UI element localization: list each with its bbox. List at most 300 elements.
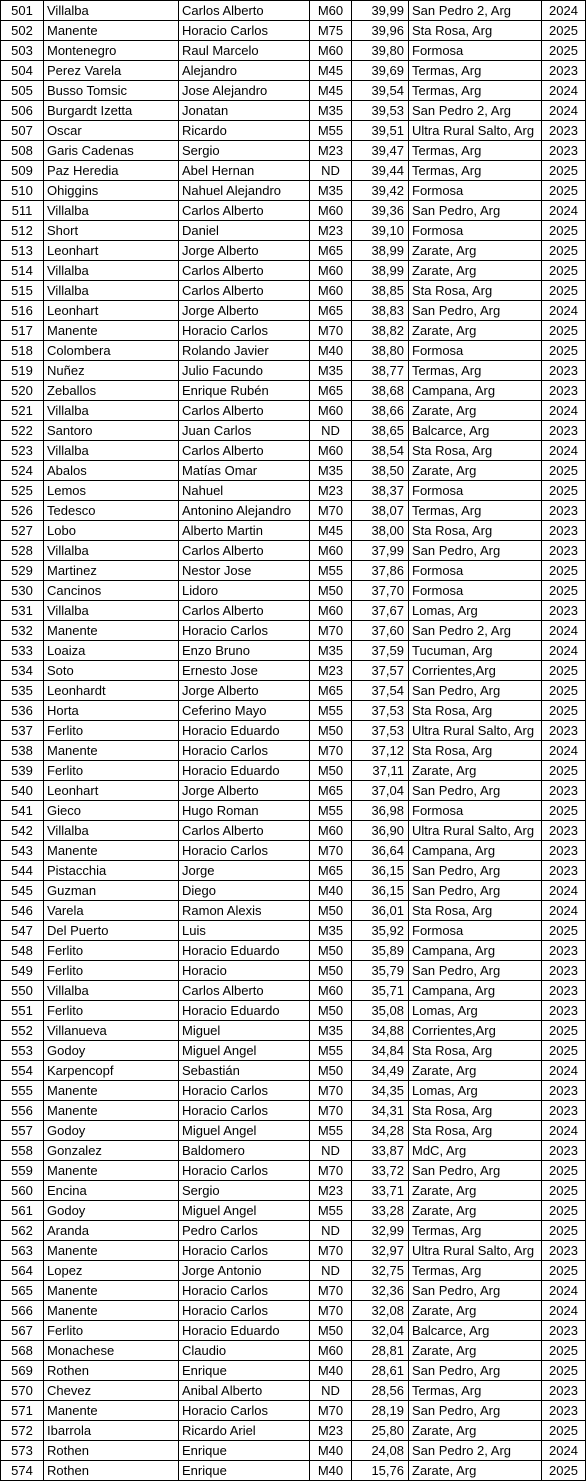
- rank-cell: 506: [1, 101, 44, 121]
- location-cell: Zarate, Arg: [409, 1061, 542, 1081]
- location-cell: Campana, Arg: [409, 941, 542, 961]
- given-name-cell: Carlos Alberto: [179, 1, 310, 21]
- location-cell: Sta Rosa, Arg: [409, 1041, 542, 1061]
- table-row: [1, 481, 586, 501]
- table-row: [1, 1341, 586, 1361]
- location-cell: San Pedro, Arg: [409, 1361, 542, 1381]
- value-cell: 28,19: [352, 1401, 409, 1421]
- given-name-cell: Carlos Alberto: [179, 401, 310, 421]
- category-cell: M70: [310, 1301, 352, 1321]
- value-cell: 36,01: [352, 901, 409, 921]
- value-cell: 39,80: [352, 41, 409, 61]
- table-row: [1, 201, 586, 221]
- category-cell: M23: [310, 141, 352, 161]
- given-name-cell: Miguel Angel: [179, 1041, 310, 1061]
- category-cell: M60: [310, 601, 352, 621]
- location-cell: Termas, Arg: [409, 1381, 542, 1401]
- rank-cell: 548: [1, 941, 44, 961]
- table-row: [1, 701, 586, 721]
- rank-cell: 540: [1, 781, 44, 801]
- year-cell: 2023: [542, 861, 586, 881]
- rank-cell: 570: [1, 1381, 44, 1401]
- value-cell: 36,98: [352, 801, 409, 821]
- given-name-cell: Horacio Carlos: [179, 1401, 310, 1421]
- rank-cell: 563: [1, 1241, 44, 1261]
- value-cell: 37,86: [352, 561, 409, 581]
- location-cell: Formosa: [409, 561, 542, 581]
- year-cell: 2025: [542, 681, 586, 701]
- table-row: [1, 441, 586, 461]
- rank-cell: 545: [1, 881, 44, 901]
- surname-cell: Manente: [44, 1161, 179, 1181]
- given-name-cell: Matías Omar: [179, 461, 310, 481]
- given-name-cell: Jorge Alberto: [179, 681, 310, 701]
- table-row: [1, 981, 586, 1001]
- table-row: [1, 1261, 586, 1281]
- location-cell: Termas, Arg: [409, 81, 542, 101]
- location-cell: San Pedro 2, Arg: [409, 621, 542, 641]
- category-cell: M50: [310, 1061, 352, 1081]
- rank-cell: 553: [1, 1041, 44, 1061]
- given-name-cell: Sergio: [179, 1181, 310, 1201]
- category-cell: M60: [310, 1341, 352, 1361]
- category-cell: M60: [310, 541, 352, 561]
- category-cell: M40: [310, 881, 352, 901]
- location-cell: Sta Rosa, Arg: [409, 441, 542, 461]
- value-cell: 36,64: [352, 841, 409, 861]
- rank-cell: 552: [1, 1021, 44, 1041]
- given-name-cell: Carlos Alberto: [179, 261, 310, 281]
- category-cell: M50: [310, 721, 352, 741]
- value-cell: 37,59: [352, 641, 409, 661]
- year-cell: 2023: [542, 981, 586, 1001]
- location-cell: Lomas, Arg: [409, 601, 542, 621]
- surname-cell: Manente: [44, 321, 179, 341]
- given-name-cell: Horacio Carlos: [179, 1161, 310, 1181]
- location-cell: Formosa: [409, 481, 542, 501]
- surname-cell: Manente: [44, 621, 179, 641]
- given-name-cell: Lidoro: [179, 581, 310, 601]
- given-name-cell: Horacio Carlos: [179, 621, 310, 641]
- year-cell: 2025: [542, 761, 586, 781]
- surname-cell: Ferlito: [44, 961, 179, 981]
- category-cell: M45: [310, 81, 352, 101]
- value-cell: 15,76: [352, 1461, 409, 1481]
- location-cell: Balcarce, Arg: [409, 421, 542, 441]
- value-cell: 37,54: [352, 681, 409, 701]
- table-row: [1, 581, 586, 601]
- rank-cell: 516: [1, 301, 44, 321]
- year-cell: 2023: [542, 61, 586, 81]
- category-cell: M70: [310, 1281, 352, 1301]
- surname-cell: Manente: [44, 1401, 179, 1421]
- given-name-cell: Daniel: [179, 221, 310, 241]
- year-cell: 2023: [542, 1001, 586, 1021]
- year-cell: 2025: [542, 1201, 586, 1221]
- rank-cell: 561: [1, 1201, 44, 1221]
- category-cell: ND: [310, 161, 352, 181]
- value-cell: 37,67: [352, 601, 409, 621]
- given-name-cell: Alberto Martin: [179, 521, 310, 541]
- category-cell: M50: [310, 761, 352, 781]
- value-cell: 39,10: [352, 221, 409, 241]
- rank-cell: 557: [1, 1121, 44, 1141]
- value-cell: 39,54: [352, 81, 409, 101]
- table-row: [1, 1161, 586, 1181]
- category-cell: M70: [310, 841, 352, 861]
- rank-cell: 551: [1, 1001, 44, 1021]
- year-cell: 2023: [542, 521, 586, 541]
- category-cell: M35: [310, 1021, 352, 1041]
- location-cell: Zarate, Arg: [409, 321, 542, 341]
- surname-cell: Rothen: [44, 1441, 179, 1461]
- value-cell: 39,96: [352, 21, 409, 41]
- category-cell: M55: [310, 561, 352, 581]
- surname-cell: Godoy: [44, 1201, 179, 1221]
- value-cell: 35,89: [352, 941, 409, 961]
- table-row: [1, 1241, 586, 1261]
- location-cell: Sta Rosa, Arg: [409, 901, 542, 921]
- category-cell: M50: [310, 1321, 352, 1341]
- given-name-cell: Horacio Carlos: [179, 1281, 310, 1301]
- given-name-cell: Horacio Carlos: [179, 1241, 310, 1261]
- surname-cell: Villalba: [44, 261, 179, 281]
- category-cell: M65: [310, 861, 352, 881]
- surname-cell: Varela: [44, 901, 179, 921]
- year-cell: 2023: [542, 821, 586, 841]
- rank-cell: 524: [1, 461, 44, 481]
- rank-cell: 502: [1, 21, 44, 41]
- value-cell: 38,82: [352, 321, 409, 341]
- given-name-cell: Nahuel: [179, 481, 310, 501]
- rank-cell: 505: [1, 81, 44, 101]
- rank-cell: 533: [1, 641, 44, 661]
- given-name-cell: Antonino Alejandro: [179, 501, 310, 521]
- value-cell: 38,54: [352, 441, 409, 461]
- location-cell: San Pedro, Arg: [409, 201, 542, 221]
- rank-cell: 573: [1, 1441, 44, 1461]
- value-cell: 33,72: [352, 1161, 409, 1181]
- given-name-cell: Horacio Eduardo: [179, 761, 310, 781]
- year-cell: 2025: [542, 221, 586, 241]
- rank-cell: 523: [1, 441, 44, 461]
- given-name-cell: Carlos Alberto: [179, 601, 310, 621]
- year-cell: 2023: [542, 381, 586, 401]
- location-cell: San Pedro, Arg: [409, 681, 542, 701]
- category-cell: M50: [310, 1001, 352, 1021]
- value-cell: 38,50: [352, 461, 409, 481]
- rank-cell: 556: [1, 1101, 44, 1121]
- category-cell: M60: [310, 821, 352, 841]
- location-cell: Sta Rosa, Arg: [409, 521, 542, 541]
- category-cell: M65: [310, 241, 352, 261]
- location-cell: Zarate, Arg: [409, 261, 542, 281]
- surname-cell: Godoy: [44, 1121, 179, 1141]
- category-cell: M70: [310, 1081, 352, 1101]
- value-cell: 38,37: [352, 481, 409, 501]
- given-name-cell: Jorge Alberto: [179, 241, 310, 261]
- rank-cell: 518: [1, 341, 44, 361]
- location-cell: Termas, Arg: [409, 1261, 542, 1281]
- rank-cell: 560: [1, 1181, 44, 1201]
- value-cell: 28,81: [352, 1341, 409, 1361]
- year-cell: 2025: [542, 561, 586, 581]
- value-cell: 34,28: [352, 1121, 409, 1141]
- value-cell: 34,31: [352, 1101, 409, 1121]
- table-row: [1, 561, 586, 581]
- value-cell: 39,99: [352, 1, 409, 21]
- year-cell: 2023: [542, 501, 586, 521]
- surname-cell: Garis Cadenas: [44, 141, 179, 161]
- year-cell: 2023: [542, 421, 586, 441]
- rank-cell: 567: [1, 1321, 44, 1341]
- category-cell: M70: [310, 741, 352, 761]
- year-cell: 2024: [542, 1441, 586, 1461]
- year-cell: 2024: [542, 101, 586, 121]
- category-cell: ND: [310, 1141, 352, 1161]
- value-cell: 38,65: [352, 421, 409, 441]
- surname-cell: Villalba: [44, 541, 179, 561]
- category-cell: M35: [310, 181, 352, 201]
- location-cell: Zarate, Arg: [409, 1461, 542, 1481]
- given-name-cell: Horacio: [179, 961, 310, 981]
- surname-cell: Manente: [44, 1241, 179, 1261]
- value-cell: 39,47: [352, 141, 409, 161]
- table-row: [1, 301, 586, 321]
- year-cell: 2025: [542, 1421, 586, 1441]
- value-cell: 25,80: [352, 1421, 409, 1441]
- given-name-cell: Ramon Alexis: [179, 901, 310, 921]
- given-name-cell: Rolando Javier: [179, 341, 310, 361]
- location-cell: Campana, Arg: [409, 841, 542, 861]
- value-cell: 32,08: [352, 1301, 409, 1321]
- rank-cell: 539: [1, 761, 44, 781]
- value-cell: 37,04: [352, 781, 409, 801]
- table-row: [1, 421, 586, 441]
- table-row: [1, 321, 586, 341]
- value-cell: 32,75: [352, 1261, 409, 1281]
- surname-cell: Manente: [44, 741, 179, 761]
- location-cell: Corrientes,Arg: [409, 1021, 542, 1041]
- location-cell: Formosa: [409, 801, 542, 821]
- given-name-cell: Horacio Eduardo: [179, 941, 310, 961]
- value-cell: 37,12: [352, 741, 409, 761]
- year-cell: 2024: [542, 301, 586, 321]
- surname-cell: Villalba: [44, 601, 179, 621]
- year-cell: 2023: [542, 1101, 586, 1121]
- value-cell: 34,84: [352, 1041, 409, 1061]
- value-cell: 36,15: [352, 881, 409, 901]
- location-cell: Zarate, Arg: [409, 1201, 542, 1221]
- surname-cell: Horta: [44, 701, 179, 721]
- category-cell: M60: [310, 981, 352, 1001]
- surname-cell: Villalba: [44, 981, 179, 1001]
- year-cell: 2025: [542, 701, 586, 721]
- category-cell: M55: [310, 121, 352, 141]
- given-name-cell: Jose Alejandro: [179, 81, 310, 101]
- rank-cell: 527: [1, 521, 44, 541]
- value-cell: 34,88: [352, 1021, 409, 1041]
- rank-cell: 522: [1, 421, 44, 441]
- category-cell: M60: [310, 261, 352, 281]
- table-row: [1, 161, 586, 181]
- value-cell: 32,99: [352, 1221, 409, 1241]
- year-cell: 2024: [542, 201, 586, 221]
- location-cell: Formosa: [409, 221, 542, 241]
- value-cell: 32,36: [352, 1281, 409, 1301]
- rank-cell: 546: [1, 901, 44, 921]
- rank-cell: 547: [1, 921, 44, 941]
- category-cell: M70: [310, 1161, 352, 1181]
- surname-cell: Loaiza: [44, 641, 179, 661]
- location-cell: Formosa: [409, 581, 542, 601]
- surname-cell: Manente: [44, 1281, 179, 1301]
- value-cell: 37,11: [352, 761, 409, 781]
- table-row: [1, 801, 586, 821]
- rank-cell: 504: [1, 61, 44, 81]
- surname-cell: Ferlito: [44, 721, 179, 741]
- rank-cell: 544: [1, 861, 44, 881]
- value-cell: 35,71: [352, 981, 409, 1001]
- given-name-cell: Sebastián: [179, 1061, 310, 1081]
- category-cell: M35: [310, 361, 352, 381]
- table-row: [1, 1461, 586, 1481]
- surname-cell: Leonhart: [44, 241, 179, 261]
- surname-cell: Leonhardt: [44, 681, 179, 701]
- category-cell: M35: [310, 101, 352, 121]
- year-cell: 2023: [542, 361, 586, 381]
- given-name-cell: Miguel: [179, 1021, 310, 1041]
- surname-cell: Lopez: [44, 1261, 179, 1281]
- table-row: [1, 521, 586, 541]
- value-cell: 35,92: [352, 921, 409, 941]
- year-cell: 2023: [542, 1241, 586, 1261]
- location-cell: Termas, Arg: [409, 501, 542, 521]
- given-name-cell: Claudio: [179, 1341, 310, 1361]
- table-row: [1, 221, 586, 241]
- table-row: [1, 1101, 586, 1121]
- year-cell: 2025: [542, 1261, 586, 1281]
- table-row: [1, 781, 586, 801]
- given-name-cell: Raul Marcelo: [179, 41, 310, 61]
- rank-cell: 513: [1, 241, 44, 261]
- location-cell: San Pedro, Arg: [409, 1161, 542, 1181]
- value-cell: 38,99: [352, 241, 409, 261]
- year-cell: 2024: [542, 81, 586, 101]
- location-cell: Formosa: [409, 41, 542, 61]
- table-row: [1, 861, 586, 881]
- surname-cell: Godoy: [44, 1041, 179, 1061]
- rank-cell: 559: [1, 1161, 44, 1181]
- rank-cell: 549: [1, 961, 44, 981]
- value-cell: 33,28: [352, 1201, 409, 1221]
- given-name-cell: Carlos Alberto: [179, 441, 310, 461]
- value-cell: 38,07: [352, 501, 409, 521]
- given-name-cell: Ernesto Jose: [179, 661, 310, 681]
- table-row: [1, 1081, 586, 1101]
- table-row: [1, 601, 586, 621]
- year-cell: 2023: [542, 961, 586, 981]
- given-name-cell: Nahuel Alejandro: [179, 181, 310, 201]
- location-cell: Zarate, Arg: [409, 401, 542, 421]
- year-cell: 2025: [542, 1161, 586, 1181]
- category-cell: M70: [310, 1241, 352, 1261]
- category-cell: M35: [310, 641, 352, 661]
- table-row: [1, 1281, 586, 1301]
- location-cell: Formosa: [409, 181, 542, 201]
- table-row: [1, 621, 586, 641]
- year-cell: 2023: [542, 1381, 586, 1401]
- category-cell: M65: [310, 301, 352, 321]
- location-cell: Ultra Rural Salto, Arg: [409, 821, 542, 841]
- surname-cell: Ohiggins: [44, 181, 179, 201]
- table-row: [1, 681, 586, 701]
- table-row: [1, 901, 586, 921]
- surname-cell: Rothen: [44, 1461, 179, 1481]
- location-cell: Ultra Rural Salto, Arg: [409, 121, 542, 141]
- given-name-cell: Horacio Eduardo: [179, 1001, 310, 1021]
- rank-cell: 572: [1, 1421, 44, 1441]
- rank-cell: 562: [1, 1221, 44, 1241]
- rank-cell: 534: [1, 661, 44, 681]
- table-row: [1, 461, 586, 481]
- location-cell: Sta Rosa, Arg: [409, 281, 542, 301]
- rank-cell: 541: [1, 801, 44, 821]
- value-cell: 32,04: [352, 1321, 409, 1341]
- table-row: [1, 1401, 586, 1421]
- year-cell: 2025: [542, 1361, 586, 1381]
- category-cell: M70: [310, 1101, 352, 1121]
- category-cell: M65: [310, 781, 352, 801]
- rank-cell: 558: [1, 1141, 44, 1161]
- year-cell: 2024: [542, 641, 586, 661]
- year-cell: 2025: [542, 341, 586, 361]
- surname-cell: Martinez: [44, 561, 179, 581]
- category-cell: ND: [310, 1261, 352, 1281]
- value-cell: 36,15: [352, 861, 409, 881]
- given-name-cell: Pedro Carlos: [179, 1221, 310, 1241]
- location-cell: San Pedro, Arg: [409, 961, 542, 981]
- location-cell: Zarate, Arg: [409, 761, 542, 781]
- surname-cell: Oscar: [44, 121, 179, 141]
- rank-cell: 543: [1, 841, 44, 861]
- surname-cell: Abalos: [44, 461, 179, 481]
- results-table-body: [1, 1, 586, 1481]
- location-cell: San Pedro, Arg: [409, 881, 542, 901]
- value-cell: 38,99: [352, 261, 409, 281]
- surname-cell: Villalba: [44, 401, 179, 421]
- rank-cell: 555: [1, 1081, 44, 1101]
- table-row: [1, 1321, 586, 1341]
- year-cell: 2025: [542, 1021, 586, 1041]
- value-cell: 34,35: [352, 1081, 409, 1101]
- given-name-cell: Horacio Carlos: [179, 321, 310, 341]
- rank-cell: 550: [1, 981, 44, 1001]
- location-cell: Sta Rosa, Arg: [409, 1121, 542, 1141]
- category-cell: M60: [310, 441, 352, 461]
- location-cell: Zarate, Arg: [409, 1301, 542, 1321]
- rank-cell: 501: [1, 1, 44, 21]
- value-cell: 35,79: [352, 961, 409, 981]
- given-name-cell: Horacio Eduardo: [179, 1321, 310, 1341]
- surname-cell: Zeballos: [44, 381, 179, 401]
- surname-cell: Gieco: [44, 801, 179, 821]
- surname-cell: Ibarrola: [44, 1421, 179, 1441]
- rank-cell: 566: [1, 1301, 44, 1321]
- table-row: [1, 381, 586, 401]
- value-cell: 39,51: [352, 121, 409, 141]
- year-cell: 2023: [542, 541, 586, 561]
